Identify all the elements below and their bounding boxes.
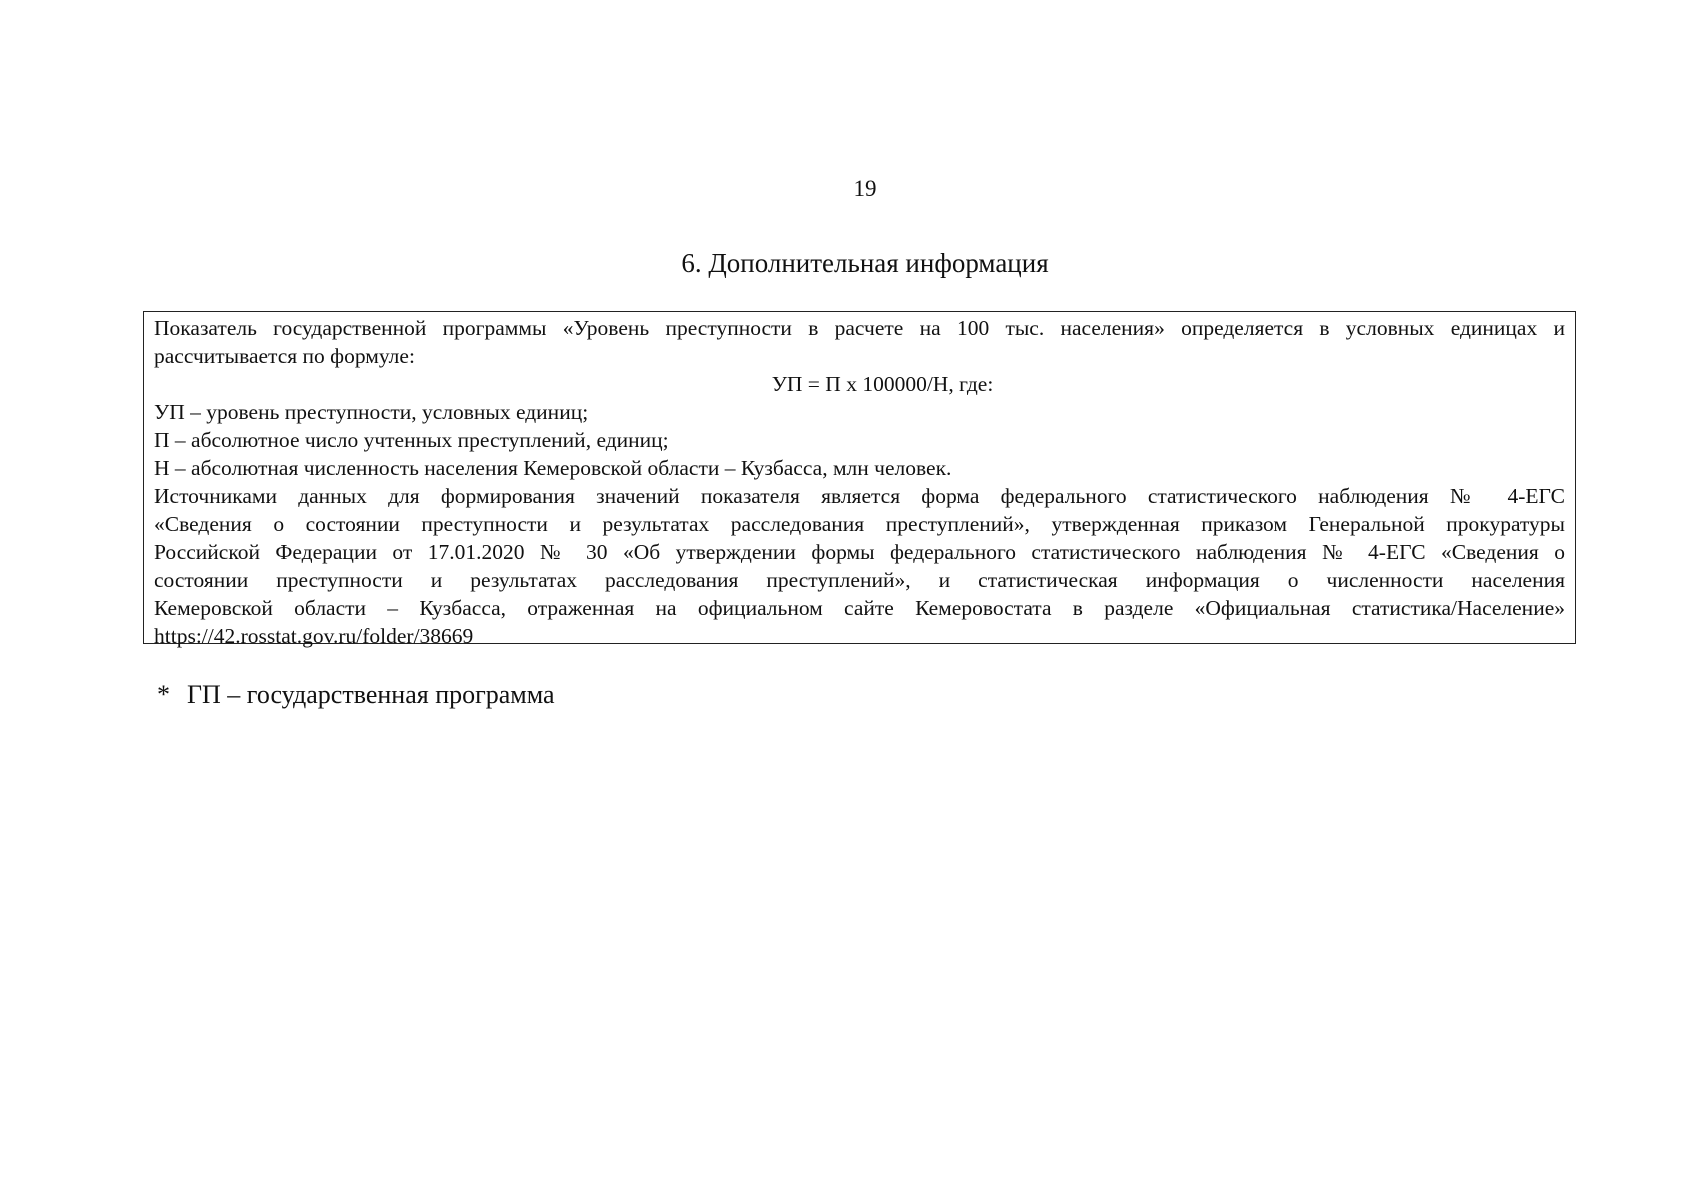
crime-rate-formula: УП = П х 100000/Н, где: — [771, 372, 994, 396]
indicator-description-line: рассчитывается по формуле: — [154, 344, 415, 368]
footnote-text: ГП – государственная программа — [187, 680, 555, 709]
formula-variable-definition: П – абсолютное число учтенных преступлений, единиц; — [154, 428, 669, 452]
data-sources-line: «Сведения о состоянии преступности и результатах расследования преступлений», утвержденная приказом Генеральной прокуратуры — [154, 512, 1565, 536]
footnote-asterisk: * — [157, 680, 170, 709]
rosstat-url: https://42.rosstat.gov.ru/folder/38669 — [154, 624, 474, 648]
footnote — [157, 680, 555, 710]
data-sources-line: Кемеровской области – Кузбасса, отраженная на официальном сайте Кемеровостата в разделе «Официальная статистика/Население» — [154, 596, 1565, 620]
page-number: 19 — [853, 176, 877, 201]
formula-variable-definition: Н – абсолютная численность населения Кемеровской области – Кузбасса, млн человек. — [154, 456, 952, 480]
indicator-description-line: Показатель государственной программы «Уровень преступности в расчете на 100 тыс. населения» определяется в условных единицах и — [154, 316, 1565, 340]
data-sources-line: Источниками данных для формирования значений показателя является форма федерального статистического наблюдения № 4-ЕГС — [154, 484, 1565, 508]
additional-info-box — [143, 311, 1576, 648]
data-sources-line: состоянии преступности и результатах расследования преступлений», и статистическая информация о численности населения — [154, 568, 1565, 592]
data-sources-line: Российской Федерации от 17.01.2020 № 30 «Об утверждении формы федерального статистического наблюдения № 4-ЕГС «Сведения о — [154, 540, 1565, 564]
section-title: 6. Дополнительная информация — [681, 248, 1049, 278]
formula-variable-definition: УП – уровень преступности, условных единиц; — [154, 400, 589, 424]
